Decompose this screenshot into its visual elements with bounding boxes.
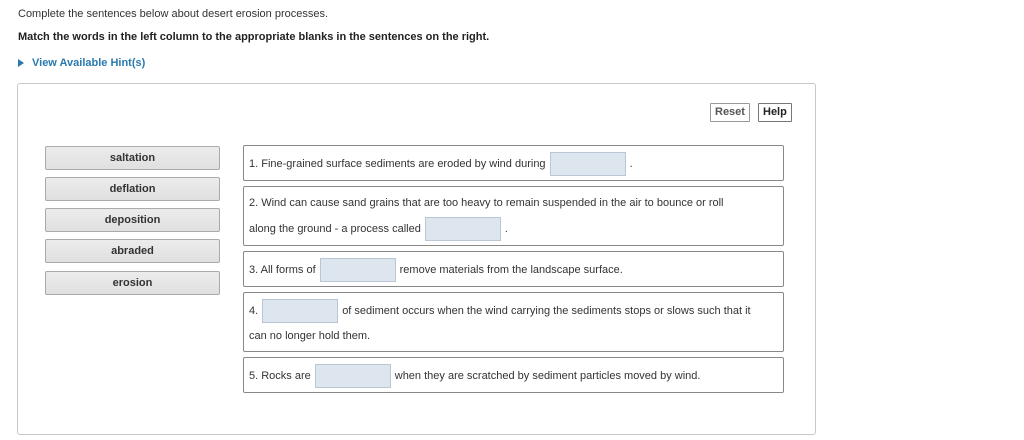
drop-target-5[interactable]: [315, 364, 391, 388]
sentence-5: [243, 357, 784, 393]
word-tile-deposition[interactable]: deposition: [45, 208, 220, 232]
sentence-1-end: .: [629, 158, 633, 170]
drop-target-1[interactable]: [550, 152, 626, 176]
sentence-4-number: 4.: [249, 305, 259, 317]
reset-button[interactable]: Reset: [710, 103, 750, 122]
word-tile-saltation[interactable]: saltation: [45, 146, 220, 170]
sentence-5-end: when they are scratched by sediment particles moved by wind.: [394, 370, 701, 382]
sentence-3-text: 3. All forms of: [249, 264, 316, 276]
word-tile-erosion[interactable]: erosion: [45, 271, 220, 295]
sentence-3: [243, 251, 784, 287]
sentence-2-text: 2. Wind can cause sand grains that are too heavy to remain suspended in the air to bounce or roll: [249, 197, 724, 209]
sentence-3-end: remove materials from the landscape surface.: [399, 264, 623, 276]
view-hints-label: View Available Hint(s): [32, 57, 146, 69]
triangle-right-icon: [18, 59, 24, 67]
sentence-1-text: 1. Fine-grained surface sediments are eroded by wind during: [249, 158, 546, 170]
sentence-4-text: of sediment occurs when the wind carrying the sediments stops or slows such that it: [342, 305, 751, 317]
matching-panel: [17, 83, 816, 435]
sentence-1: [243, 145, 784, 181]
sentence-4-text-cont: can no longer hold them.: [249, 330, 371, 342]
sentence-5-text: 5. Rocks are: [249, 370, 311, 382]
drop-target-2[interactable]: [425, 217, 501, 241]
drop-target-3[interactable]: [320, 258, 396, 282]
help-button[interactable]: Help: [758, 103, 792, 122]
instruction-bold-text: Match the words in the left column to the appropriate blanks in the sentences on the right.: [18, 31, 490, 43]
view-hints-link[interactable]: [18, 57, 145, 69]
sentence-4: [243, 292, 784, 352]
drop-target-4[interactable]: [262, 299, 338, 323]
word-tile-deflation[interactable]: deflation: [45, 177, 220, 201]
sentence-2-text-cont: along the ground - a process called: [249, 223, 421, 235]
instruction-text: Complete the sentences below about desert erosion processes.: [18, 8, 329, 20]
sentence-2: [243, 186, 784, 246]
sentence-2-end: .: [504, 223, 508, 235]
word-tile-abraded[interactable]: abraded: [45, 239, 220, 263]
